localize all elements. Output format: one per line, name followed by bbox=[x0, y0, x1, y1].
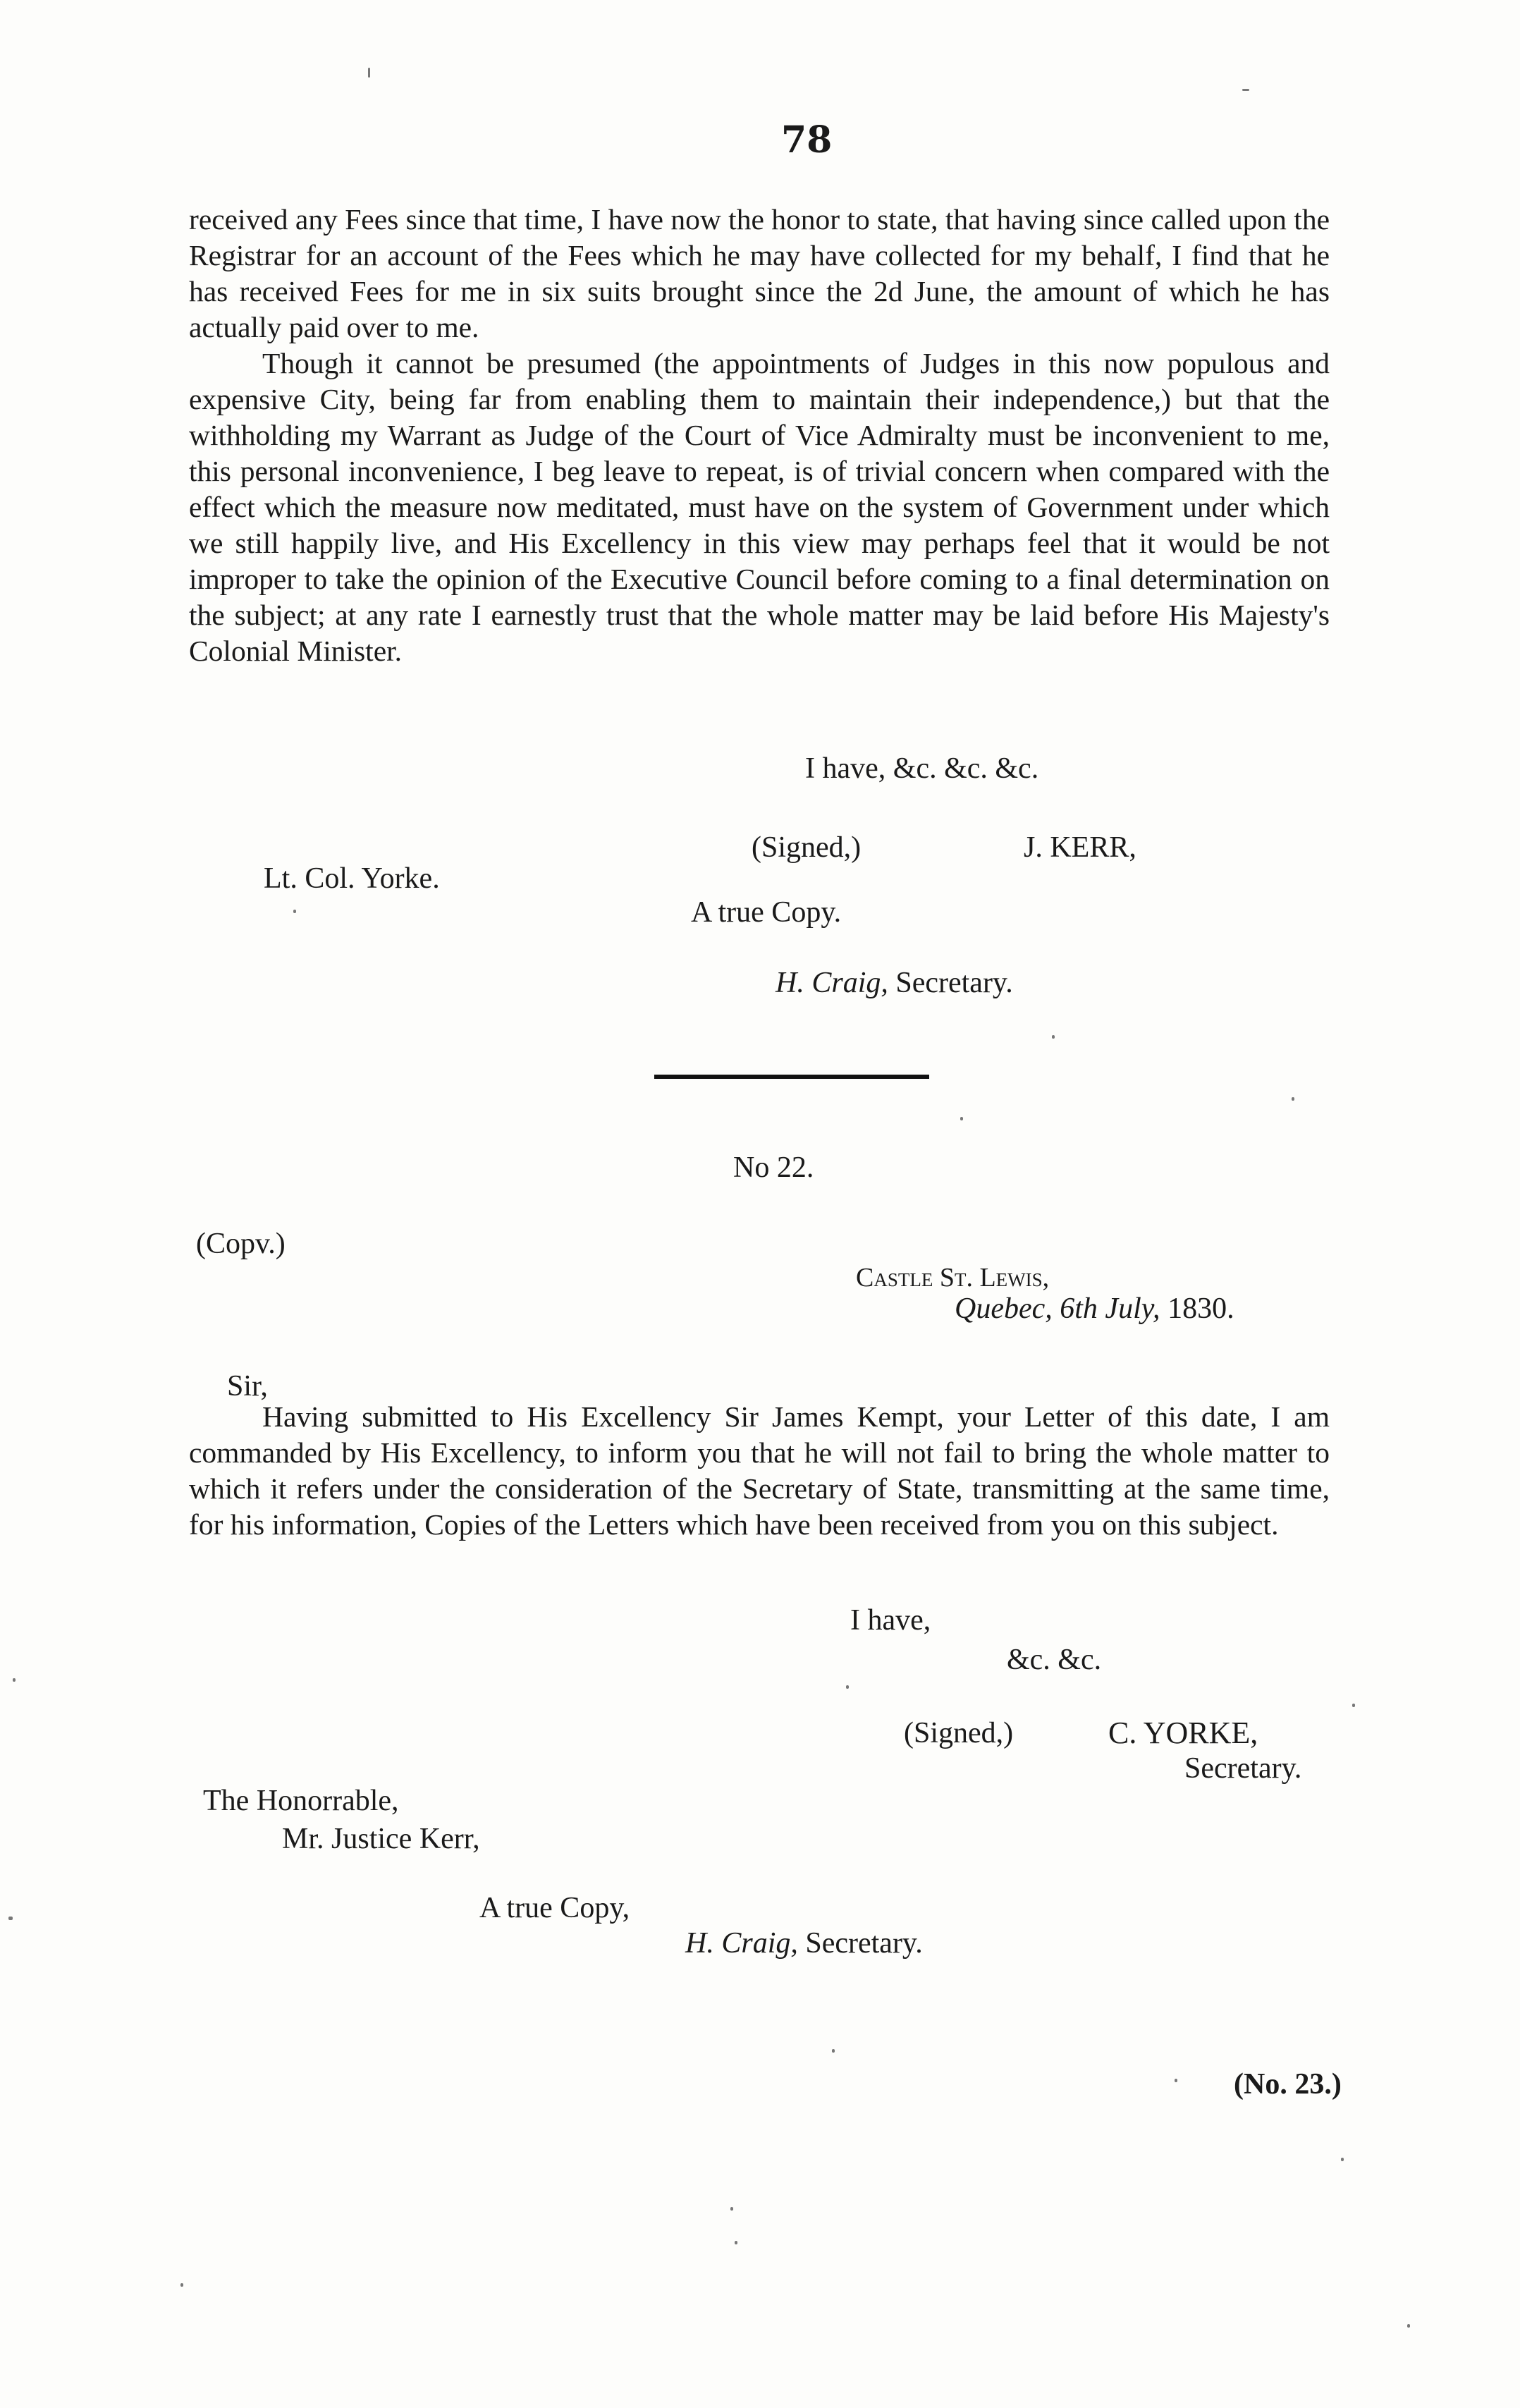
letter2-body bbox=[189, 1399, 1330, 1543]
letter1-addressee: Lt. Col. Yorke. bbox=[264, 862, 440, 895]
next-document-marker: (No. 23.) bbox=[1234, 2068, 1342, 2101]
letter2-signer-title: Secretary. bbox=[1184, 1752, 1302, 1785]
scan-speck bbox=[730, 2207, 733, 2211]
scan-speck bbox=[1052, 1035, 1055, 1039]
letter1-copy-attestation bbox=[776, 966, 1013, 1000]
letter2-date-year: 1830. bbox=[1167, 1292, 1234, 1325]
scan-speck bbox=[368, 68, 370, 78]
letter2-copy-label: (Copv.) bbox=[196, 1228, 286, 1260]
letter1-copy-name: H. Craig, bbox=[776, 967, 888, 999]
letter1-signer: J. KERR, bbox=[1024, 831, 1136, 864]
scan-speck bbox=[1242, 89, 1249, 91]
letter2-salutation: Sir, bbox=[227, 1370, 268, 1402]
letter2-closing-1: I have, bbox=[850, 1604, 931, 1637]
scan-speck bbox=[1341, 2158, 1344, 2161]
scan-speck bbox=[832, 2049, 835, 2053]
letter2-date bbox=[955, 1292, 1234, 1326]
letter1-paragraph: Though it cannot be presumed (the appointments of Judges in this now populous and expensive City, being far from enabling them to maintain their independence,) but that the withholding my Warrant as Judge of the Court of Vice Admiralty must be inconvenient to me, this personal inconvenience, I beg leave to repeat, is of trivial concern when compared with the effect which the measure now meditated, must have on the system of Government under which we still happily live, and His Excellency in this view may perhaps feel that it would be not improper to take the opinion of the Executive Council before coming to a final determination on the subject; at any rate I earnestly trust that the whole matter may be laid before His Majesty's Colonial Minister. bbox=[189, 347, 1330, 667]
letter2-signed-label: (Signed,) bbox=[904, 1717, 1014, 1749]
letter2-true-copy: A true Copy, bbox=[479, 1892, 630, 1924]
letter1-copy-title: Secretary. bbox=[895, 967, 1013, 999]
letter1-true-copy: A true Copy. bbox=[691, 896, 842, 929]
letter2-date-place: Quebec, 6th July, bbox=[955, 1292, 1160, 1325]
scan-speck bbox=[846, 1685, 849, 1689]
letter1-body bbox=[189, 202, 1330, 669]
letter2-copy-title: Secretary. bbox=[805, 1927, 923, 1960]
page-number: 78 bbox=[781, 118, 833, 161]
letter1-signed-label: (Signed,) bbox=[752, 831, 862, 864]
scan-speck bbox=[180, 2283, 183, 2287]
scan-speck bbox=[1407, 2324, 1410, 2328]
letter1-closing: I have, &c. &c. &c. bbox=[805, 752, 1039, 785]
section-divider bbox=[654, 1075, 929, 1079]
scan-speck bbox=[735, 2241, 737, 2244]
scan-speck bbox=[1352, 1704, 1355, 1707]
letter2-closing-2: &c. &c. bbox=[1007, 1644, 1102, 1676]
scan-speck bbox=[1175, 2079, 1177, 2082]
letter2-paragraph: Having submitted to His Excellency Sir James Kempt, your Letter of this date, I am commanded by His Excellency, to inform you that he will not fail to bring the whole matter to which it refers under the consideration of the Secretary of State, transmitting at the same time, for his information, Copies of the Letters which have been received from you on this subject. bbox=[189, 1400, 1330, 1541]
letter2-addressee-1: The Honorrable, bbox=[203, 1785, 399, 1817]
letter2-signer: C. YORKE, bbox=[1108, 1716, 1258, 1750]
letter2-number: No 22. bbox=[733, 1151, 814, 1184]
scan-speck bbox=[8, 1917, 13, 1920]
letter2-place: Castle St. Lewis, bbox=[856, 1263, 1050, 1292]
scan-speck bbox=[1292, 1097, 1294, 1101]
letter2-copy-name: H. Craig, bbox=[685, 1927, 798, 1960]
letter1-paragraph: received any Fees since that time, I have now the honor to state, that having since called upon the Registrar for an account of the Fees which he may have collected for my behalf, I find that he has received Fees for me in six suits brought since the 2d June, the amount of which he has actually paid over to me. bbox=[189, 203, 1330, 343]
scan-speck bbox=[960, 1117, 963, 1120]
scan-speck bbox=[293, 910, 296, 913]
scan-speck bbox=[13, 1678, 16, 1682]
letter2-copy-attestation bbox=[685, 1926, 923, 1960]
letter2-addressee-2: Mr. Justice Kerr, bbox=[282, 1823, 480, 1855]
